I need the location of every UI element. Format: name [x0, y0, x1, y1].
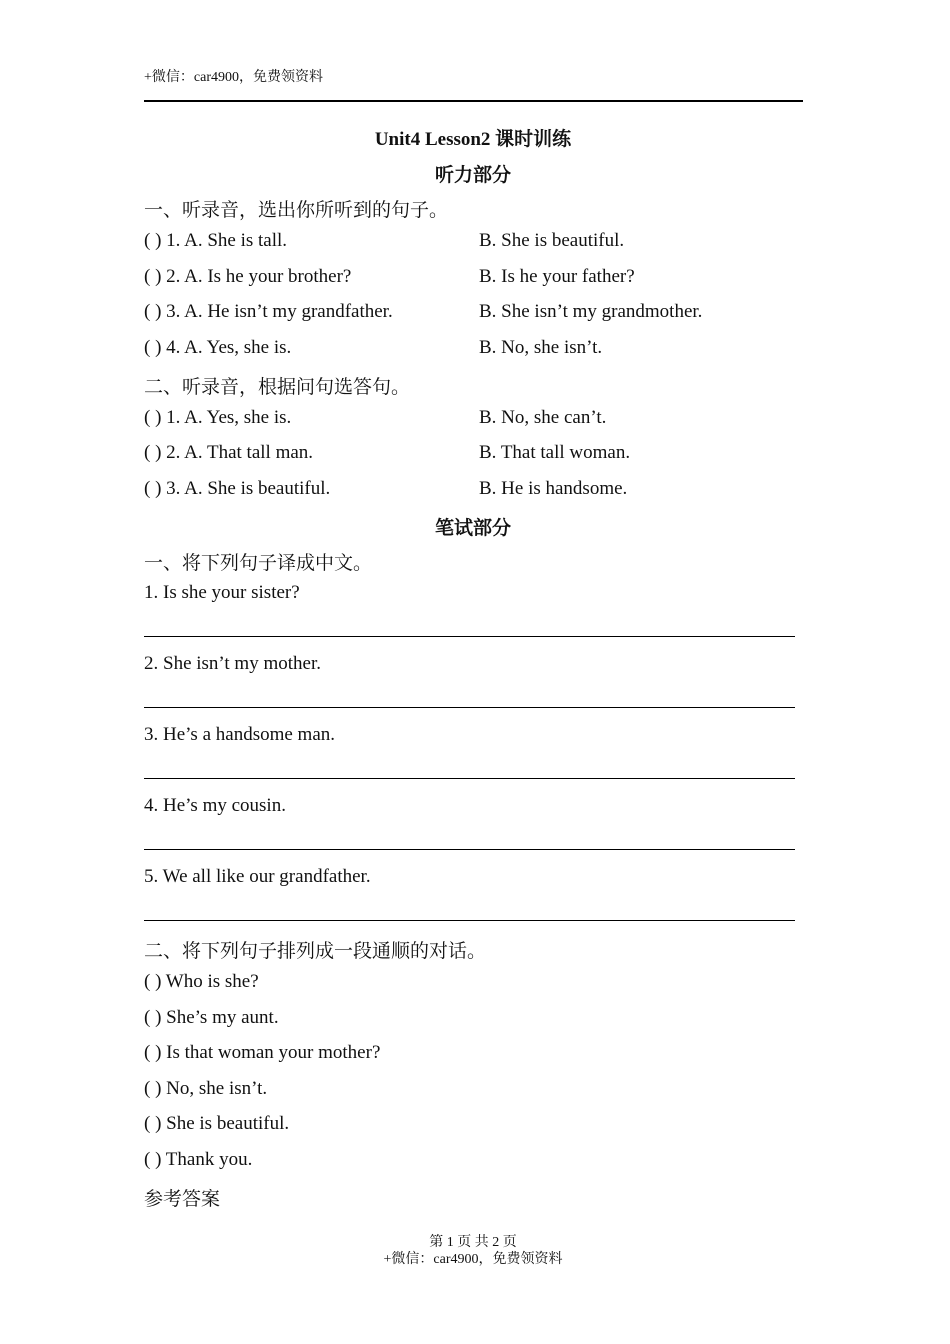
dialogue-item: ( ) Thank you.	[144, 1149, 253, 1170]
listening-part2-q3-option-a: ( ) 3. A. She is beautiful.	[144, 478, 331, 499]
document-title: Unit4 Lesson2 课时训练	[374, 129, 572, 150]
answer-line	[144, 778, 795, 779]
answers-heading: 参考答案	[144, 1189, 221, 1210]
translation-item: 1. Is she your sister?	[144, 582, 300, 603]
listening-part1-q1-option-b: B. She is beautiful.	[479, 230, 625, 251]
writing-heading: 笔试部分	[434, 518, 511, 539]
dialogue-item: ( ) Who is she?	[144, 971, 259, 992]
page-number: 第 1 页 共 2 页	[429, 1235, 517, 1250]
header-divider	[144, 100, 803, 102]
listening-part1-q3-option-a: ( ) 3. A. He isn’t my grandfather.	[144, 301, 393, 322]
answer-line	[144, 849, 795, 850]
dialogue-item: ( ) She’s my aunt.	[144, 1007, 279, 1028]
listening-part1-q1-option-a: ( ) 1. A. She is tall.	[144, 230, 288, 251]
listening-part2-q2-option-a: ( ) 2. A. That tall man.	[144, 442, 314, 463]
listening-part1-q4-option-b: B. No, she isn’t.	[479, 337, 603, 358]
dialogue-item: ( ) No, she isn’t.	[144, 1078, 268, 1099]
listening-part2-instruction: 二、听录音，根据问句选答句。	[144, 377, 411, 398]
listening-part2-q3-option-b: B. He is handsome.	[479, 478, 628, 499]
listening-part2-q1-option-a: ( ) 1. A. Yes, she is.	[144, 407, 292, 428]
listening-part2-q1-option-b: B. No, she can’t.	[479, 407, 607, 428]
answer-line	[144, 636, 795, 637]
listening-part1-q3-option-b: B. She isn’t my grandmother.	[479, 301, 703, 322]
listening-part2-q2-option-b: B. That tall woman.	[479, 442, 631, 463]
translation-item: 5. We all like our grandfather.	[144, 866, 371, 887]
dialogue-item: ( ) She is beautiful.	[144, 1113, 290, 1134]
translation-item: 3. He’s a handsome man.	[144, 724, 336, 745]
listening-part1-q4-option-a: ( ) 4. A. Yes, she is.	[144, 337, 292, 358]
header-watermark: +微信：car4900，免费领资料	[144, 70, 323, 85]
footer-watermark: +微信：car4900，免费领资料	[383, 1252, 563, 1267]
translation-item: 4. He’s my cousin.	[144, 795, 286, 816]
listening-part1-q2-option-a: ( ) 2. A. Is he your brother?	[144, 266, 352, 287]
answer-line	[144, 920, 795, 921]
listening-part1-instruction: 一、听录音，选出你所听到的句子。	[144, 200, 449, 221]
writing-part2-instruction: 二、将下列句子排列成一段通顺的对话。	[144, 941, 487, 962]
translation-item: 2. She isn’t my mother.	[144, 653, 321, 674]
listening-heading: 听力部分	[434, 165, 511, 186]
listening-part1-q2-option-b: B. Is he your father?	[479, 266, 635, 287]
dialogue-item: ( ) Is that woman your mother?	[144, 1042, 381, 1063]
answer-line	[144, 707, 795, 708]
writing-part1-instruction: 一、将下列句子译成中文。	[144, 553, 373, 574]
